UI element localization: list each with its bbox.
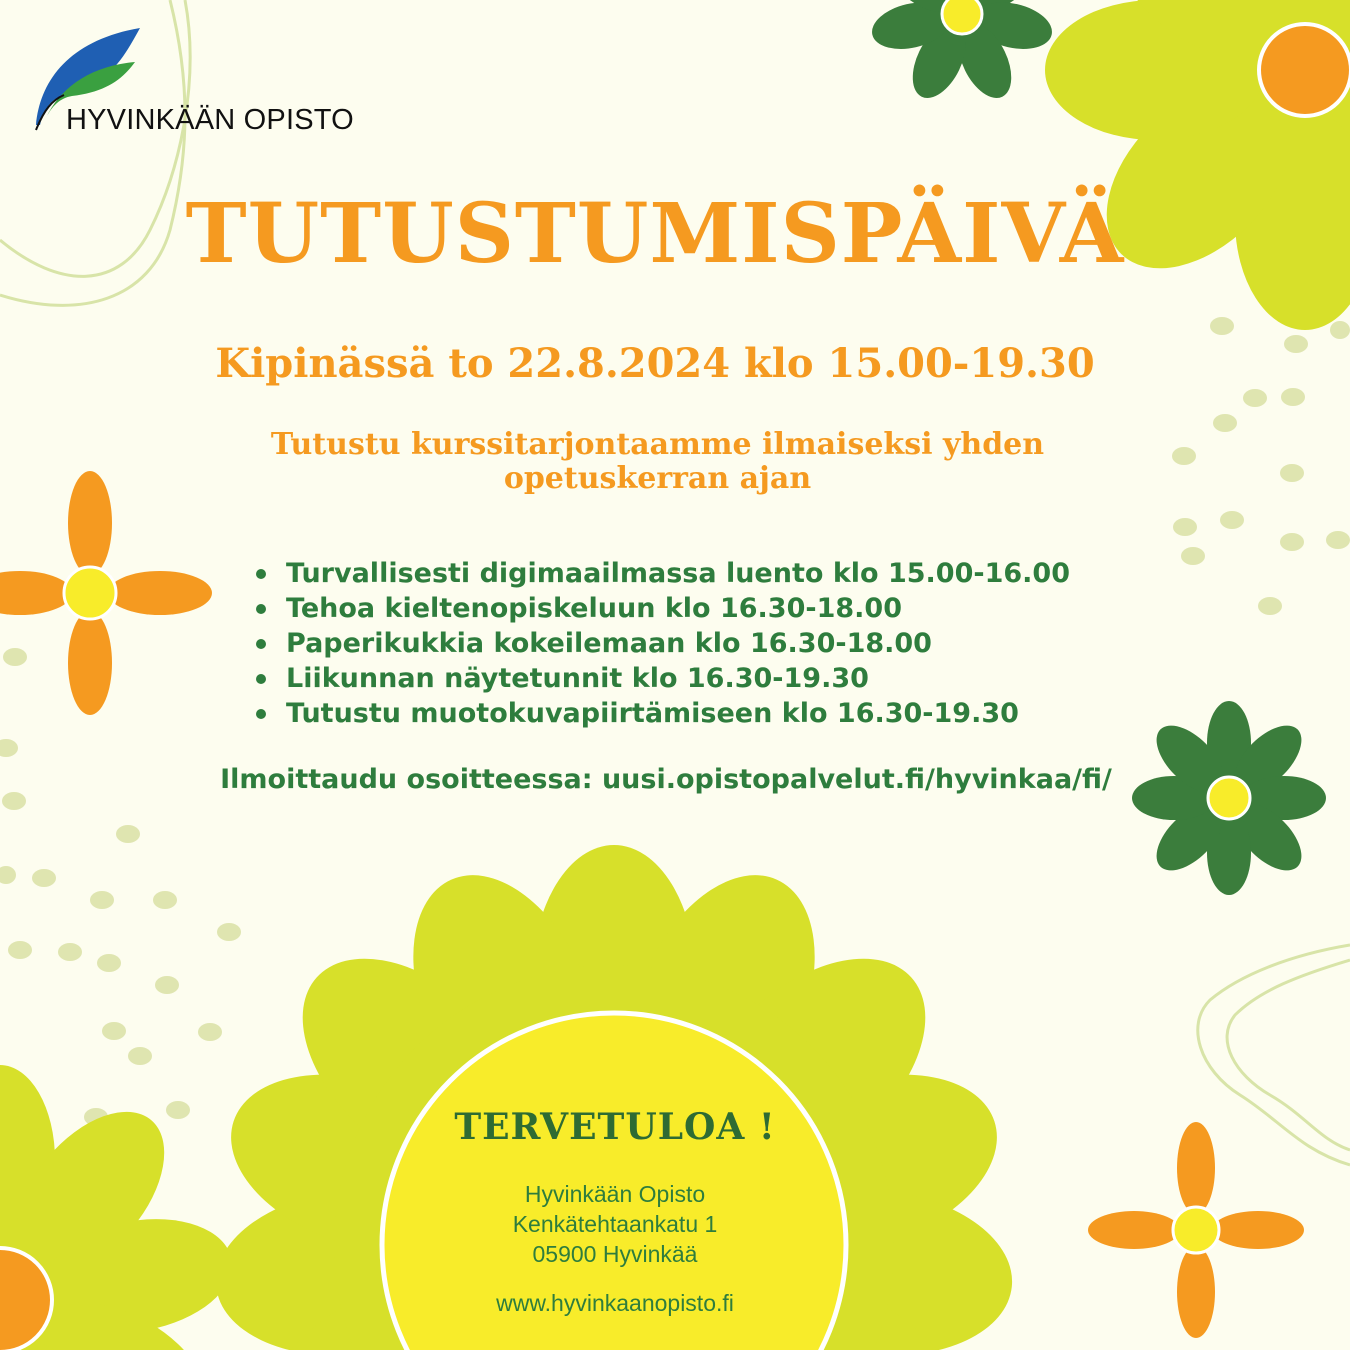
lime-flower-bottom-left: [0, 1065, 241, 1350]
green-flower-top: [867, 0, 1056, 106]
scribble-line-right: [1198, 945, 1350, 1165]
course-item: Turvallisesti digimaailmassa luento klo 15.00-16.00: [256, 556, 1070, 591]
course-item: Tehoa kieltenopiskeluun klo 16.30-18.00: [256, 591, 1070, 626]
green-flower-right: [1132, 701, 1326, 895]
orange-flower-bottom-right: [1088, 1122, 1304, 1338]
course-list: [256, 556, 1070, 731]
registration-text: Ilmoittaudu osoitteessa: uusi.opistopalvelut.fi/hyvinkaa/fi/: [220, 764, 1112, 795]
welcome-heading: TERVETULOA !: [454, 1106, 776, 1148]
address-street: Kenkätehtaankatu 1: [512, 1211, 718, 1237]
big-lime-flower: [208, 845, 1021, 1350]
page-title: TUTUSTUMISPÄIVÄ: [185, 186, 1125, 282]
intro-text: Tutustu kurssitarjontaamme ilmaiseksi yhden opetuskerran ajan: [270, 427, 1045, 496]
dots-pattern-left: [0, 648, 241, 1126]
orange-flower-left: [0, 471, 212, 715]
event-date-subtitle: Kipinässä to 22.8.2024 klo 15.00-19.30: [215, 340, 1095, 387]
website-link[interactable]: www.hyvinkaanopisto.fi: [496, 1290, 734, 1316]
address-name: Hyvinkään Opisto: [524, 1181, 706, 1207]
course-item: Liikunnan näytetunnit klo 16.30-19.30: [256, 661, 1070, 696]
course-item: Tutustu muotokuvapiirtämiseen klo 16.30-19.30: [256, 696, 1070, 731]
address-city: 05900 Hyvinkää: [532, 1241, 698, 1267]
scribble-line-right-2: [1227, 960, 1350, 1150]
course-item: Paperikukkia kokeilemaan klo 16.30-18.00: [256, 626, 1070, 661]
logo-text: HYVINKÄÄN OPISTO: [66, 104, 354, 136]
